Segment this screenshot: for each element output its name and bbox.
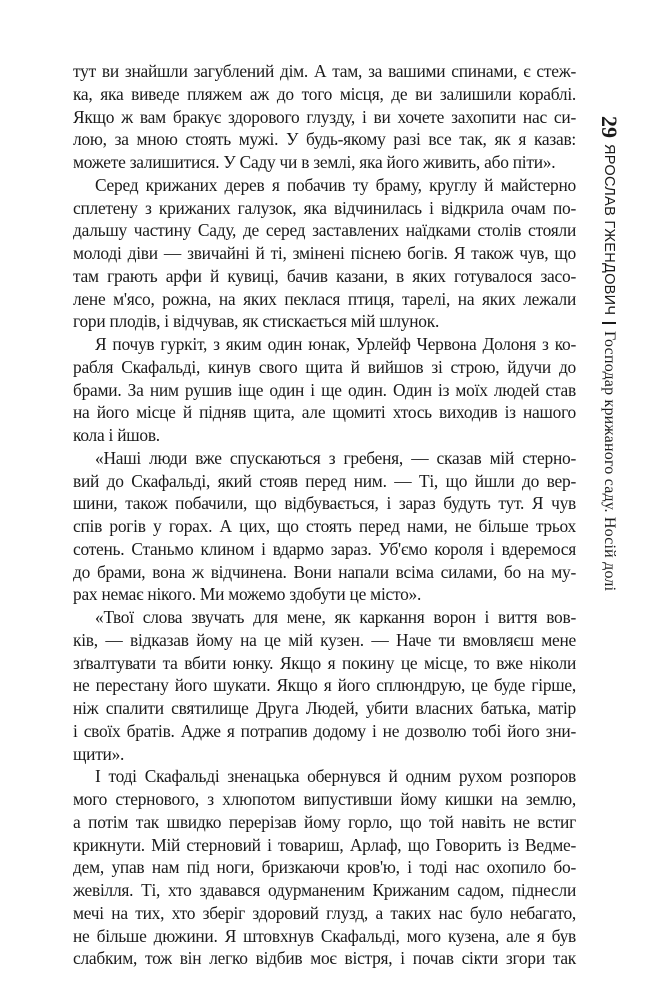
text-line: І тоді Скафальді зненацька обернувся й одним рухом розпоров (95, 766, 576, 787)
text-line: а потім так швидко перерізав йому горло, що той навіть не встиг (73, 811, 576, 832)
text-line: слабким, тож він легко відбив моє вістря, і почав сікти згори так (73, 948, 576, 969)
text-line: на його місце й підняв щита, але щомиті хтось виходив із нашого (73, 402, 576, 423)
body-text (73, 60, 576, 970)
text-line: там грають арфи й кувиці, бачив казани, в яких готувалося засо- (73, 265, 576, 286)
text-line: лою, за мною стоять мужі. У будь-якому разі все так, як я казав: (73, 129, 576, 150)
book-title: Господар крижаного саду. Носій долі (601, 330, 618, 592)
text-line: тут ви знайшли загублений дім. А там, за вашими спинами, є стеж- (73, 61, 576, 81)
text-line: ніж спалити святилище Друга Людей, убити власних батька, матір (73, 698, 576, 718)
text-line: і своїх братів. Адже я потрапив додому і не дозволю тобі його зни- (73, 720, 576, 741)
text-line: спів рогів у горах. А цих, що стоять перед нами, не більше трьох (73, 516, 576, 536)
text-line: ків, — відказав йому на це мій кузен. — Наче ти вмовляєш мене (73, 629, 576, 650)
text-line: рабля Скафальді, кинув свого щита й вийшов зі строю, йдучи до (73, 356, 576, 377)
text-line: не більше дюжини. Я штовхнув Скафальді, мого кузена, але я був (73, 925, 576, 946)
text-line: Серед крижаних дерев я побачив ту браму, круглу й майстерно (95, 174, 576, 195)
text-line: можете залишитися. У Саду чи в землі, яка його живить, або піти». (73, 152, 556, 172)
text-line: сотень. Станьмо клином і вдармо зараз. Уб'ємо короля і вдеремося (73, 538, 576, 559)
text-line: мечі на тих, хто зберіг здоровий глузд, а таких нас було небагато, (73, 902, 576, 923)
text-line: Я почув гуркіт, з яким один юнак, Урлейф Червона Долоня з ко- (95, 334, 576, 354)
text-line: сплетену з крижаних галузок, яка відчинилась і відкрила очам по- (73, 197, 576, 218)
text-line: дем, упав нам під ноги, бризкаючи кров'ю, і тоді нас охопило бо- (73, 857, 576, 878)
text-line: до брами, вона ж відчинена. Вони напали всіма силами, бо на му- (73, 561, 576, 582)
running-head-divider (602, 322, 616, 324)
text-line: дальшу частину Саду, де серед заставлених наїдками столів стояли (73, 220, 576, 241)
text-line: брами. За ним рушив іще один і ще один. Один із моїх людей став (73, 379, 576, 400)
text-line: жевілля. Ті, хто здавався одурманеним Крижаним садом, піднесли (73, 880, 576, 900)
text-line: кола і йшов. (73, 425, 160, 445)
text-line: Якщо ж вам бракує здорового глузду, і ви хочете захопити нас си- (73, 106, 576, 127)
text-line: «Наші люди вже спускаються з гребеня, — сказав мій стерно- (95, 447, 576, 468)
text-line: щити». (73, 743, 125, 764)
text-line: рах немає нікого. Ми можемо здобути це місто». (73, 584, 422, 605)
text-line: ка, яка виведе пляжем аж до того місця, де ви залишили кораблі. (73, 83, 576, 104)
text-line: шини, також побачили, що відбувається, і зараз будуть тут. Я чув (73, 493, 576, 514)
text-line: «Твої слова звучать для мене, як каркання ворон і виття вов- (95, 607, 576, 627)
author-name: ЯРОСЛАВ ГЖЕНДОВИЧ (601, 144, 617, 316)
running-head (594, 116, 624, 591)
text-line: молоді діви — звичайні й ті, змінені піснею богів. Я також чув, що (73, 243, 576, 263)
text-line: не перестану його шукати. Якщо я його сплюндрую, це буде гірше, (73, 675, 576, 696)
text-line: мого стернового, з хлюпотом випустивши йому кишки на землю, (73, 789, 576, 809)
text-line: вий до Скафальді, який стояв перед ним. — Ті, що йшли до вер- (73, 470, 576, 491)
text-line: гори плодів, і відчував, як стискається мій шлунок. (73, 311, 440, 332)
text-line: крикнути. Мій стерновий і товариш, Арлаф, що Говорить із Ведме- (73, 834, 576, 855)
text-line: зґвалтувати та вбити юнку. Якщо я покину це місце, то вже ніколи (73, 652, 576, 673)
text-line: лене м'ясо, рожна, на яких пеклася птиця, тарелі, на яких лежали (73, 288, 576, 309)
page-number: 29 (597, 116, 622, 138)
